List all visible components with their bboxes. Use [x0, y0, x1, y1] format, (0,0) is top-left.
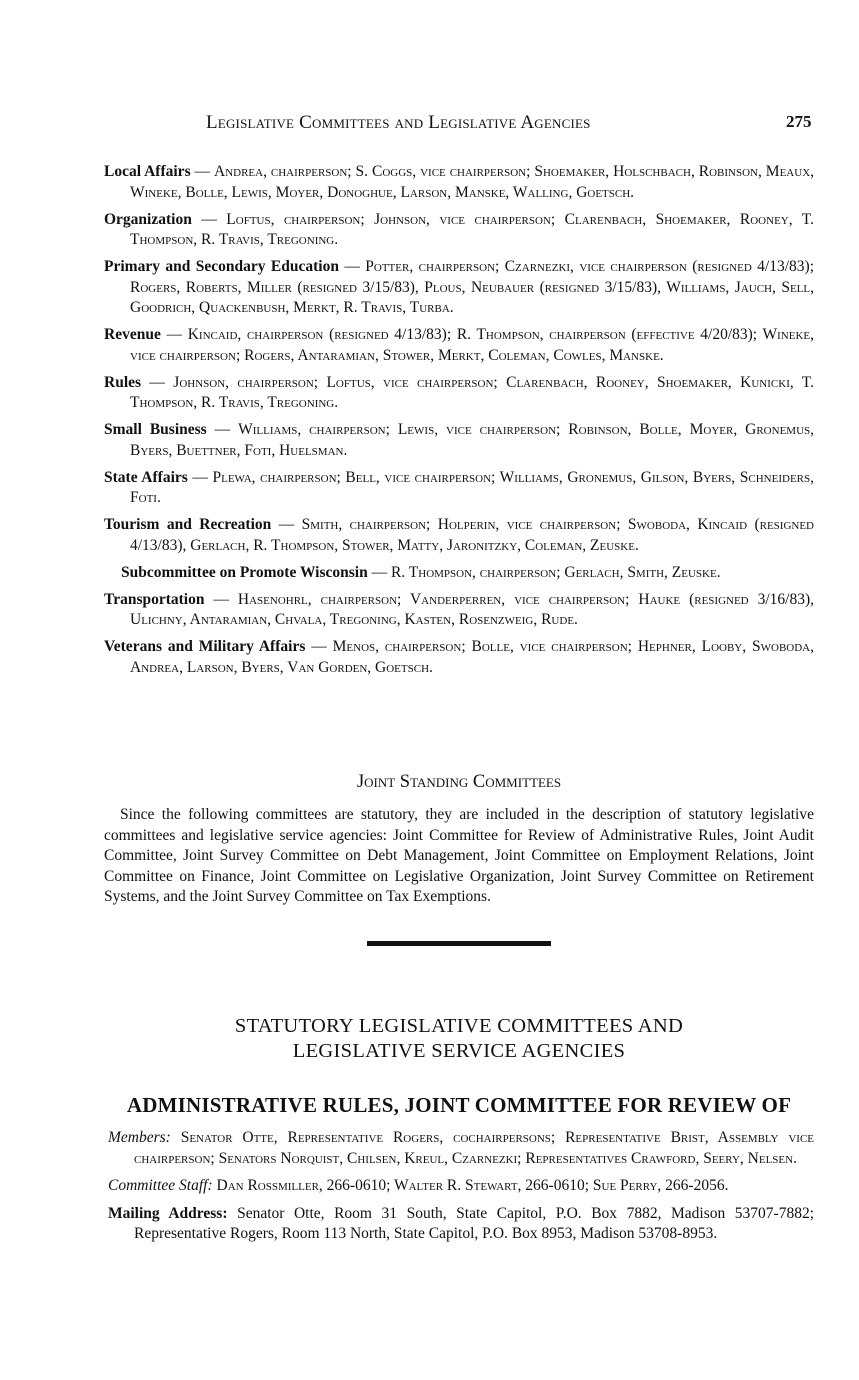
- page-number: 275: [786, 112, 812, 131]
- committee-name: Veterans and Military Affairs: [104, 638, 306, 655]
- committee-entry: [104, 373, 814, 414]
- committee-members: Hasenohrl, chairperson; Vanderperren, vice chairperson; Hauke (resigned 3/16/83), Ulichny, Antaramian, Chvala, Tregoning, Kasten, Rosenzweig, Rude.: [130, 590, 814, 628]
- dash: —: [367, 563, 391, 581]
- committee-entry: [104, 210, 814, 251]
- members-entry: [108, 1128, 814, 1169]
- dash: —: [160, 326, 188, 343]
- committee-members: Johnson, chairperson; Loftus, vice chairperson; Clarenbach, Rooney, Shoemaker, Kunicki, T. Thompson, R. Travis, Tregoning.: [130, 373, 815, 411]
- committee-name: Revenue: [104, 326, 161, 343]
- subcommittee-entry: [121, 563, 814, 584]
- dash: —: [206, 421, 239, 438]
- mailing-label: Mailing Address:: [108, 1204, 228, 1222]
- committee-entry: [104, 468, 814, 509]
- committee-name: Primary and Secondary Education: [104, 258, 339, 275]
- committee-members: Loftus, chairperson; Johnson, vice chairperson; Clarenbach, Shoemaker, Rooney, T. Thompson, R. Travis, Tregoning.: [130, 210, 814, 248]
- committee-members: R. Thompson, chairperson; Gerlach, Smith, Zeuske.: [390, 563, 721, 581]
- dash: —: [141, 373, 174, 391]
- committee-name: State Affairs: [104, 468, 188, 486]
- committee-entry: [104, 590, 814, 631]
- committee-members: Plewa, chairperson; Bell, vice chairperson; Williams, Gronemus, Gilson, Byers, Schneiders, Foti.: [130, 468, 814, 506]
- section-divider: [367, 941, 551, 946]
- committee-entry: [104, 162, 814, 203]
- committee-entry: [104, 515, 814, 556]
- committee-entry: [104, 257, 814, 319]
- dash: —: [191, 210, 227, 228]
- committee-name: Transportation: [104, 590, 205, 608]
- dash: —: [271, 516, 302, 533]
- committee-name: Rules: [104, 373, 142, 391]
- committee-members: Williams, chairperson; Lewis, vice chairperson; Robinson, Bolle, Moyer, Gronemus, Byers, Buettner, Foti, Huelsman.: [130, 421, 815, 459]
- committee-members: Menos, chairperson; Bolle, vice chairperson; Hephner, Looby, Swoboda, Andrea, Larson, Byers, Van Gorden, Goetsch.: [130, 638, 814, 676]
- dash: —: [305, 638, 333, 655]
- committee-members: Smith, chairperson; Holperin, vice chairperson; Swoboda, Kincaid (resigned 4/13/83), Gerlach, R. Thompson, Stower, Matty, Jaronitzky, Coleman, Zeuske.: [130, 516, 814, 554]
- staff-entry: [108, 1176, 814, 1197]
- committee-name: Tourism and Recreation: [104, 516, 272, 533]
- section-paragraph: Since the following committees are statutory, they are included in the description of statutory legislative committees and legislative service agencies: Joint Committee for Review of Administrative Rules, Joint Audit Committee, Joint Survey Committee on Debt Management, Joint Committee on Employment Relations, Joint Committee on Finance, Joint Committee on Legislative Organization, Joint Survey Committee on Retirement Systems, and the Joint Survey Committee on Tax Exemptions.: [104, 806, 814, 905]
- committee-members: Andrea, chairperson; S. Coggs, vice chairperson; Shoemaker, Holschbach, Robinson, Meaux, Wineke, Bolle, Lewis, Moyer, Donoghue, Larson, Manske, Walling, Goetsch.: [130, 163, 815, 201]
- committee-name: Local Affairs: [104, 163, 191, 180]
- committee-name: Organization: [104, 210, 192, 228]
- committee-entry: [104, 637, 814, 678]
- committee-members: Kincaid, chairperson (resigned 4/13/83); R. Thompson, chairperson (effective 4/20/83); Wineke, vice chairperson; Rogers, Antaramian, Stower, Merkt, Coleman, Cowles, Manske.: [130, 326, 815, 364]
- chapter-title: [104, 1014, 814, 1064]
- joint-standing-section: [104, 772, 814, 908]
- chapter-title-line: STATUTORY LEGISLATIVE COMMITTEES AND: [234, 1015, 684, 1037]
- chapter-title-line: LEGISLATIVE SERVICE AGENCIES: [292, 1040, 626, 1062]
- committee-entry: [104, 420, 814, 461]
- committee-heading: ADMINISTRATIVE RULES, JOINT COMMITTEE FOR REVIEW OF: [126, 1093, 792, 1117]
- staff-label: Committee Staff:: [108, 1177, 213, 1194]
- section-heading: Joint Standing Committees: [356, 772, 562, 792]
- dash: —: [204, 590, 238, 608]
- staff-text: Dan Rossmiller, 266-0610; Walter R. Stewart, 266-0610; Sue Perry, 266-2056.: [216, 1177, 729, 1194]
- running-head: Legislative Committees and Legislative Agencies: [206, 112, 591, 133]
- members-text: Senator Otte, Representative Rogers, cochairpersons; Representative Brist, Assembly vice chairperson; Senators Norquist, Chilsen, Kreul, Czarnezki; Representatives Crawford, Seery, Nelsen.: [134, 1129, 814, 1167]
- admin-rules-section: [108, 1128, 814, 1252]
- dash: —: [187, 468, 213, 486]
- committee-name: Subcommittee on Promote Wisconsin: [121, 563, 368, 581]
- committee-members: Potter, chairperson; Czarnezki, vice chairperson (resigned 4/13/83); Rogers, Roberts, Miller (resigned 3/15/83), Plous, Neubauer (resigned 3/15/83), Williams, Jauch, Sell, Goodrich, Quackenbush, Merkt, R. Travis, Turba.: [130, 258, 814, 316]
- dash: —: [338, 258, 366, 275]
- committee-entry: [104, 325, 814, 366]
- mailing-entry: [108, 1204, 814, 1245]
- members-label: Members:: [108, 1129, 171, 1146]
- committee-list: [104, 162, 814, 685]
- committee-name: Small Business: [104, 421, 207, 438]
- dash: —: [190, 163, 214, 180]
- mailing-text: Senator Otte, Room 31 South, State Capitol, P.O. Box 7882, Madison 53707-7882; Representative Rogers, Room 113 North, State Capitol, P.O. Box 8953, Madison 53708-8953.: [134, 1204, 815, 1242]
